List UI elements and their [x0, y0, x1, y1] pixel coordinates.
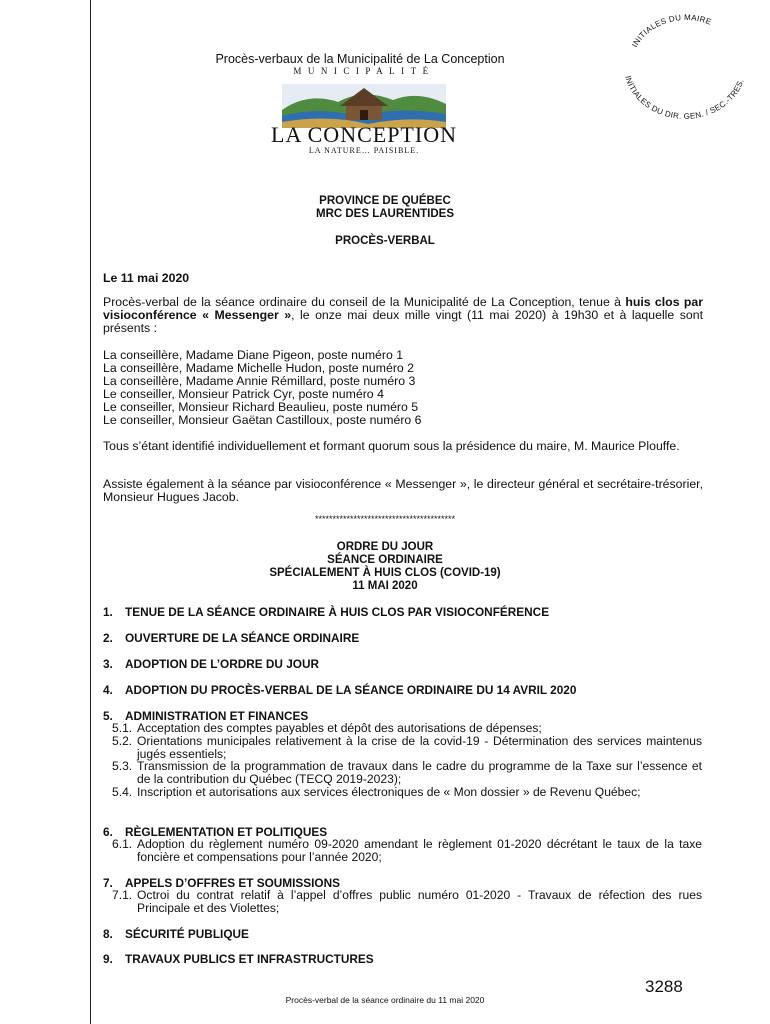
initials-stamp	[610, 12, 758, 120]
agenda-item: 7. APPELS D’OFFRES ET SOUMISSIONS	[103, 876, 340, 890]
logo-top-word: MUNICIPALITÉ	[293, 66, 435, 76]
agenda-subitem: 5.2. Orientations municipales relativement à la crise de la covid-19 - Détermination des services maintenus jugés essentiels;	[112, 734, 702, 761]
attendee: Le conseiller, Monsieur Gaëtan Castilloux, poste numéro 6	[103, 413, 422, 427]
assist-paragraph: Assiste également à la séance par visioconférence « Messenger », le directeur général et secrétaire-trésorier, Monsieur Hugues Jacob.	[103, 477, 703, 505]
municipality-logo	[268, 66, 460, 156]
attendee: Le conseiller, Monsieur Richard Beaulieu, poste numéro 5	[103, 400, 419, 414]
agenda-subitem: 6.1. Adoption du règlement numéro 09-2020 amendant le règlement 01-2020 décrétant le taux de la taxe foncière et compensations pour l’année 2020;	[112, 837, 702, 864]
logo-tagline: LA NATURE… PAISIBLE.	[308, 146, 420, 155]
page-header: Procès-verbaux de la Municipalité de La Conception	[215, 52, 505, 66]
intro-paragraph	[103, 296, 703, 336]
agenda-subitem: 5.1. Acceptation des comptes payables et dépôt des autorisations de dépenses;	[112, 721, 542, 735]
separator: ****************************************	[314, 514, 456, 524]
mrc-heading: MRC DES LAURENTIDES	[315, 208, 454, 220]
agenda-subitem: 5.4. Inscription et autorisations aux services électroniques de « Mon dossier » de Revenu Québec;	[112, 785, 641, 799]
meeting-date: Le 11 mai 2020	[103, 271, 190, 285]
agenda-item: 3. ADOPTION DE L’ORDRE DU JOUR	[103, 657, 320, 671]
margin-rule	[90, 0, 91, 1024]
attendee: La conseillère, Madame Diane Pigeon, poste numéro 1	[103, 348, 404, 362]
agenda-title: ORDRE DU JOUR	[336, 541, 434, 553]
agenda-subitem: 5.3. Transmission de la programmation de travaux dans le cadre du programme de la Taxe sur l’essence et de la contribution du Québec (TECQ 2019-2023);	[112, 759, 702, 786]
agenda-item: 6. RÈGLEMENTATION ET POLITIQUES	[103, 825, 328, 839]
agenda-item: 1. TENUE DE LA SÉANCE ORDINAIRE À HUIS CLOS PAR VISIOCONFÉRENCE	[103, 605, 550, 619]
agenda-subitem: 7.1. Octroi du contrat relatif à l’appel d’offres public numéro 01-2020 - Travaux de réfection des rues Principale et des Violettes;	[112, 888, 702, 915]
agenda-subtitle: SÉANCE ORDINAIRE	[327, 554, 443, 566]
logo-name: LA CONCEPTION	[271, 122, 457, 147]
agenda-item: 9. TRAVAUX PUBLICS ET INFRASTRUCTURES	[103, 952, 374, 966]
page-number: 3288	[645, 977, 683, 996]
quorum-paragraph: Tous s’étant identifié individuellement et formant quorum sous la présidence du maire, M. Maurice Plouffe.	[103, 439, 680, 453]
intro-bold: huis clos par visioconférence « Messenger »	[103, 295, 703, 323]
attendee: La conseillère, Madame Annie Rémillard, poste numéro 3	[103, 374, 416, 388]
province-heading: PROVINCE DE QUÉBEC	[319, 195, 451, 207]
attendee: Le conseiller, Monsieur Patrick Cyr, poste numéro 4	[103, 387, 384, 401]
agenda-item: 8. SÉCURITÉ PUBLIQUE	[103, 927, 249, 941]
document-type: PROCÈS-VERBAL	[335, 235, 435, 247]
stamp-top-text: INITIALES DU MAIRE	[630, 12, 713, 49]
agenda-date: 11 MAI 2020	[352, 580, 418, 592]
stamp-bottom-text: INITIALES DU DIR. GEN. / SEC.-TRES.	[623, 74, 746, 120]
attendee: La conseillère, Madame Michelle Hudon, poste numéro 2	[103, 361, 415, 375]
agenda-item: 4. ADOPTION DU PROCÈS-VERBAL DE LA SÉANCE ORDINAIRE DU 14 AVRIL 2020	[103, 683, 577, 697]
intro-part-1: Procès-verbal de la séance ordinaire du conseil de la Municipalité de La Conception, tenue à	[103, 295, 626, 309]
agenda-item: 2. OUVERTURE DE LA SÉANCE ORDINAIRE	[103, 631, 360, 645]
page-footer: Procès-verbal de la séance ordinaire du 11 mai 2020	[285, 995, 485, 1005]
agenda-subtitle: SPÉCIALEMENT À HUIS CLOS (COVID-19)	[269, 567, 501, 579]
agenda-item: 5. ADMINISTRATION ET FINANCES	[103, 709, 309, 723]
intro-part-2: , le onze mai deux mille vingt (11 mai 2020) à 19h30 et à laquelle sont présents :	[103, 308, 703, 336]
